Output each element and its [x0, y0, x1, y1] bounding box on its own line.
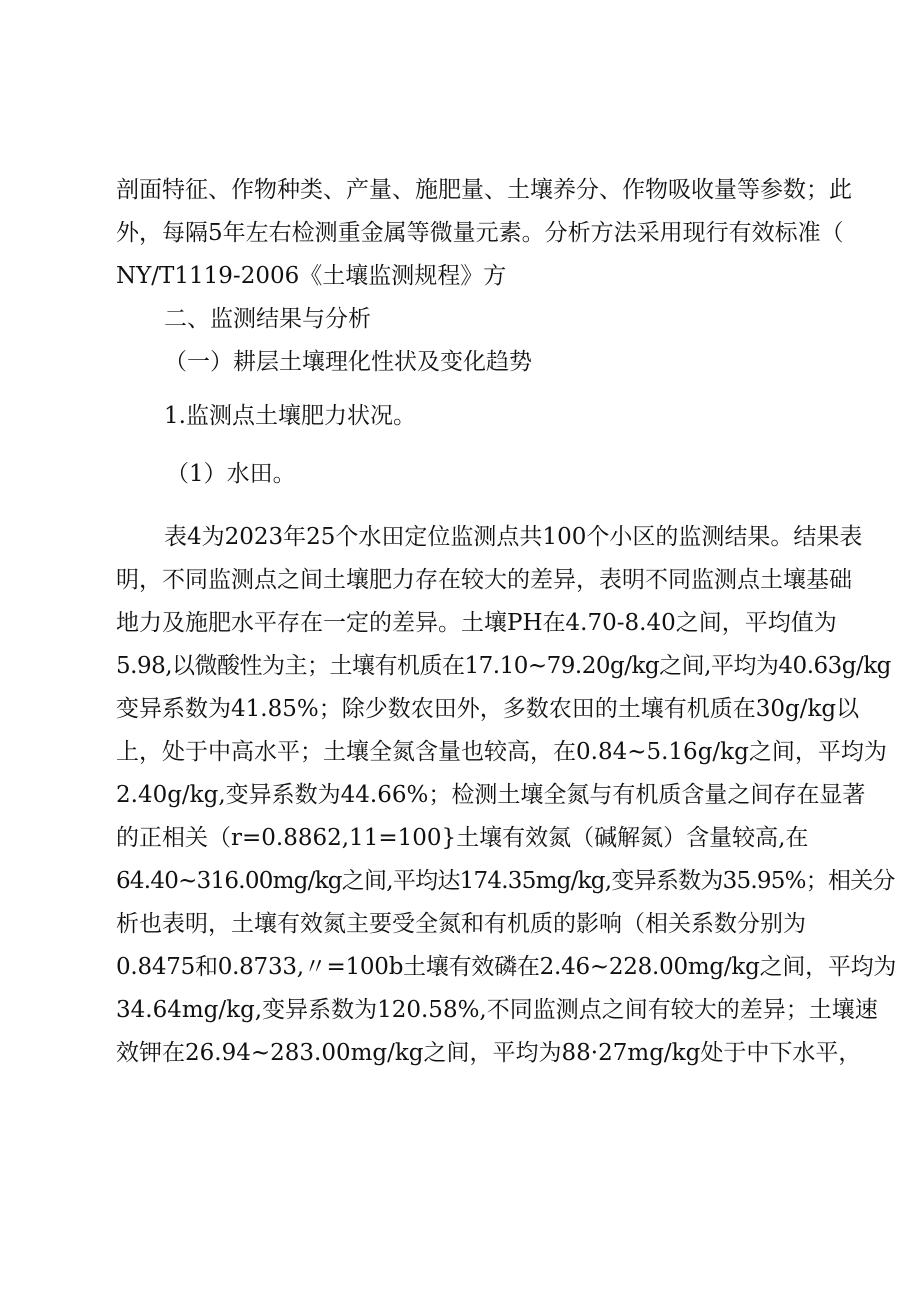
text-line: 的正相关（r=0.8862,11=100}土壤有效氮（碱解氮）含量较高,在 [116, 825, 809, 851]
text-line: 析也表明，土壤有效氮主要受全氮和有机质的影响（相关系数分别为 [116, 911, 806, 937]
text-line: 剖面特征、作物种类、产量、施肥量、土壤养分、作物吸收量等参数；此 [116, 177, 852, 203]
text-line: 地力及施肥水平存在一定的差异。土壤PH在4.70-8.40之间，平均值为 [116, 610, 837, 636]
text-line: 效钾在26.94~283.00mg/kg之间，平均为88·27mg/kg处于中下水平， [116, 1040, 862, 1066]
section-heading: 二、监测结果与分析 [164, 306, 371, 332]
text-line: 34.64mg/kg,变异系数为120.58%,不同监测点之间有较大的差异；土壤速 [116, 997, 878, 1023]
item-heading: 1.监测点土壤肥力状况。 [164, 403, 416, 429]
text-line: 上，处于中高水平；土壤全氮含量也较高，在0.84~5.16g/kg之间，平均为 [116, 739, 887, 765]
text-line: 外，每隔5年左右检测重金属等微量元素。分析方法采用现行有效标准（ [116, 220, 844, 246]
subsection-heading: （一）耕层土壤理化性状及变化趋势 [164, 349, 532, 375]
text-line: NY/T1119-2006《土壤监测规程》方 [116, 263, 507, 289]
text-line: 明，不同监测点之间土壤肥力存在较大的差异，表明不同监测点土壤基础 [116, 567, 852, 593]
text-line: 64.40~316.00mg/kg之间,平均达174.35mg/kg,变异系数为35.95%；相关分 [116, 868, 895, 894]
text-line: 5.98,以微酸性为主；土壤有机质在17.10~79.20g/kg之间,平均为40.63g/kg [116, 653, 891, 679]
text-line: 变异系数为41.85%；除少数农田外，多数农田的土壤有机质在30g/kg以 [116, 696, 860, 722]
text-line: 表4为2023年25个水田定位监测点共100个小区的监测结果。结果表 [164, 524, 863, 550]
text-line: 2.40g/kg,变异系数为44.66%；检测土壤全氮与有机质含量之间存在显著 [116, 782, 866, 808]
sub-item-heading: （1）水田。 [166, 461, 296, 487]
text-line: 0.8475和0.8733,〃=100b土壤有效磷在2.46~228.00mg/kg之间，平均为 [116, 954, 897, 980]
